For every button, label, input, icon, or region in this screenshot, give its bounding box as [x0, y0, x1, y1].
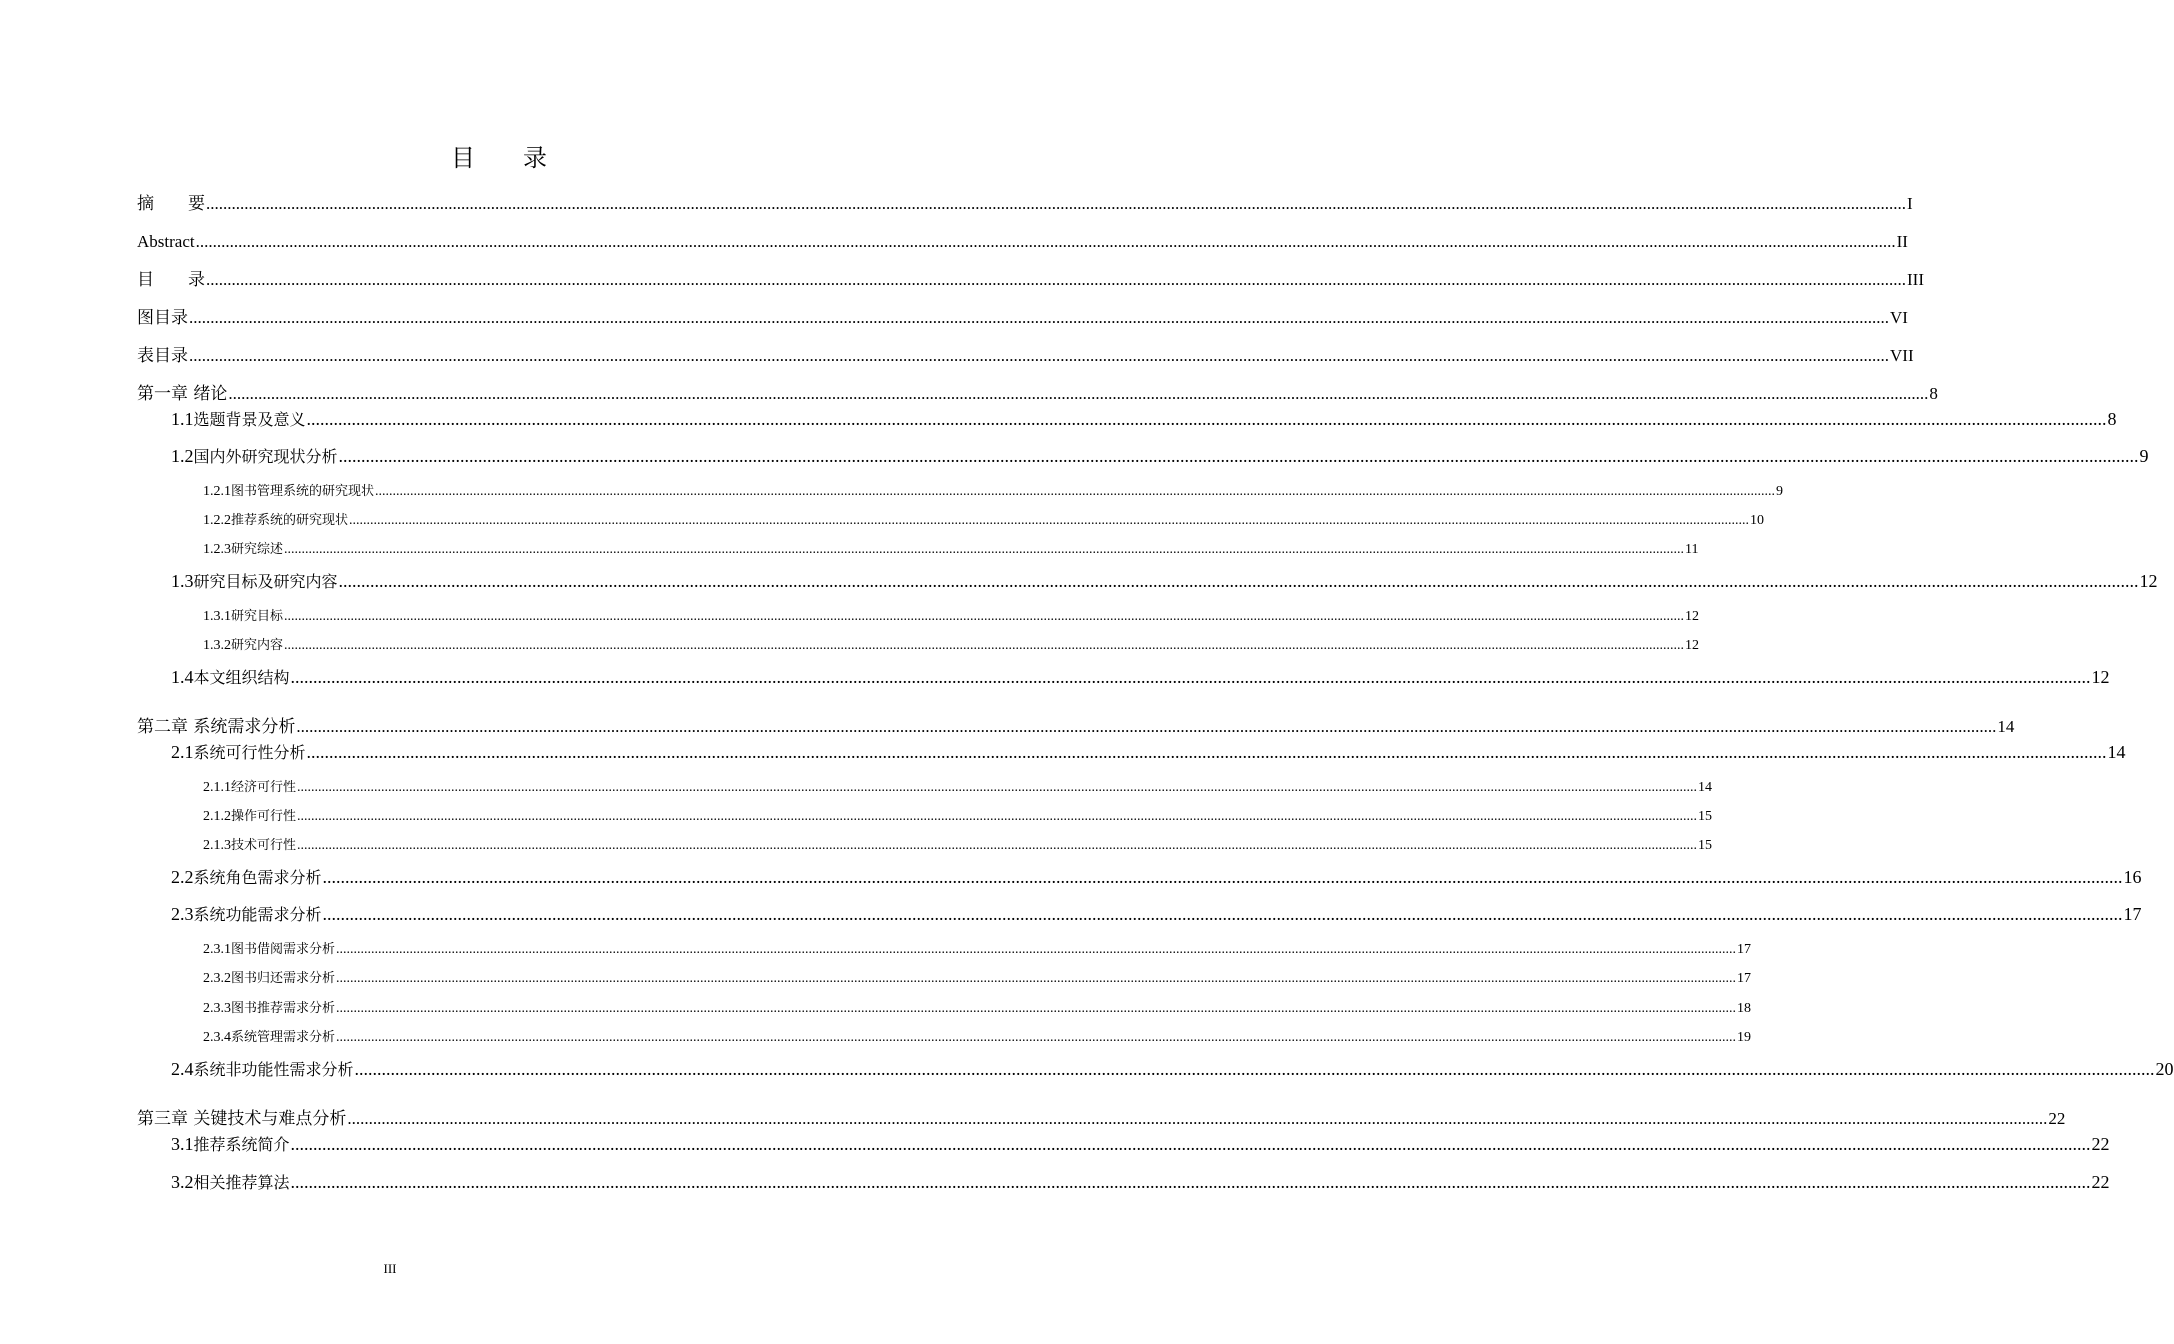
toc-entry-label: Abstract [137, 232, 195, 251]
toc-entry-2-1-1[interactable] [203, 780, 1713, 795]
toc-entry-number: 2.3.4 [203, 1030, 231, 1045]
toc-leader-dots: ................................................................................................................................................................................................................................................................................................................................................................................................................ [290, 667, 2091, 687]
toc-entry-number: 2.2 [171, 867, 194, 887]
toc-page-number: 14 [1997, 717, 2015, 736]
toc-page-number: 9 [2139, 446, 2149, 466]
toc-page-number: VI [1890, 308, 1908, 327]
toc-entry-1-1[interactable] [171, 409, 2117, 429]
toc-page-number: 16 [2123, 867, 2142, 887]
toc-entry-1-2[interactable] [171, 446, 2149, 466]
toc-leader-dots: ................................................................................................................................................................................................................................................................................................................................................................................................................ [195, 232, 1896, 251]
toc-entry-2-1-2[interactable] [203, 809, 1713, 824]
toc-leader-dots: ................................................................................................................................................................................................................................................................................................................................................................................................................ [347, 1109, 2048, 1128]
toc-entry-1-2-3[interactable] [203, 542, 1699, 557]
toc-entry-number: 2.1.3 [203, 838, 231, 853]
toc-entry-number: 2.1.2 [203, 809, 231, 824]
toc-entry-abstract-en[interactable] [137, 232, 1908, 251]
toc-leader-dots: ................................................................................................................................................................................................................................................................................................................................................................................................................ [336, 1030, 1737, 1045]
toc-entry-2-1[interactable] [171, 742, 2126, 762]
toc-entry-number: 1.2 [171, 446, 194, 466]
toc-entry-number: 1.3 [171, 571, 194, 591]
toc-leader-dots: ................................................................................................................................................................................................................................................................................................................................................................................................................ [189, 346, 1889, 365]
toc-entry-1-3[interactable] [171, 571, 2158, 591]
toc-leader-dots: ................................................................................................................................................................................................................................................................................................................................................................................................................ [290, 1134, 2091, 1154]
toc-leader-dots: ................................................................................................................................................................................................................................................................................................................................................................................................................ [206, 194, 1906, 213]
toc-leader-dots: ................................................................................................................................................................................................................................................................................................................................................................................................................ [297, 838, 1698, 853]
toc-page-number: 22 [2091, 1172, 2110, 1192]
toc-leader-dots: ................................................................................................................................................................................................................................................................................................................................................................................................................ [338, 446, 2139, 466]
toc-leader-dots: ................................................................................................................................................................................................................................................................................................................................................................................................................ [297, 809, 1698, 824]
toc-entry-chapter-2[interactable] [137, 717, 2015, 737]
toc-entry-label: 系统功能需求分析 [193, 905, 322, 924]
toc-entry-label: 国内外研究现状分析 [193, 447, 338, 466]
toc-page-number: 11 [1685, 542, 1699, 557]
toc-page-number: 12 [2139, 571, 2158, 591]
toc-leader-dots: ................................................................................................................................................................................................................................................................................................................................................................................................................ [228, 384, 1929, 403]
toc-leader-dots: ................................................................................................................................................................................................................................................................................................................................................................................................................ [322, 904, 2123, 924]
toc-page-number: 12 [1685, 638, 1700, 653]
toc-entry-label: 经济可行性 [231, 780, 297, 795]
toc-entry-number: 1.1 [171, 409, 194, 429]
toc-entry-label: 图书推荐需求分析 [231, 1001, 336, 1016]
toc-entry-label: 系统可行性分析 [193, 743, 306, 762]
toc-leader-dots: ................................................................................................................................................................................................................................................................................................................................................................................................................ [349, 513, 1750, 528]
toc-entry-1-3-2[interactable] [203, 638, 1700, 653]
toc-entry-number: 2.3 [171, 904, 194, 924]
toc-leader-dots: ................................................................................................................................................................................................................................................................................................................................................................................................................ [290, 1172, 2091, 1192]
toc-leader-dots: ................................................................................................................................................................................................................................................................................................................................................................................................................ [336, 1001, 1737, 1016]
toc-entry-chapter-1[interactable] [137, 384, 1938, 404]
toc-page-number: 17 [1737, 942, 1752, 957]
toc-page-number: 18 [1737, 1001, 1752, 1016]
toc-entry-1-2-1[interactable] [203, 484, 1784, 499]
toc-entry-label: 系统管理需求分析 [231, 1030, 336, 1045]
toc-leader-dots: ................................................................................................................................................................................................................................................................................................................................................................................................................ [189, 308, 1889, 327]
toc-page-number: 22 [2048, 1109, 2066, 1128]
toc-entry-label: 图目录 [137, 308, 188, 328]
toc-entry-label: 系统非功能性需求分析 [193, 1060, 354, 1079]
toc-entry-label: 第二章 系统需求分析 [137, 717, 296, 737]
toc-entry-1-3-1[interactable] [203, 609, 1700, 624]
toc-page-number: 20 [2155, 1059, 2174, 1079]
toc-page-number: 15 [1698, 838, 1713, 853]
toc-entry-number: 2.3.1 [203, 942, 231, 957]
toc-page-number: III [1907, 270, 1924, 289]
page-footer-number: III [383, 1261, 397, 1276]
toc-page-number: 15 [1698, 809, 1713, 824]
toc-entry-label: 第三章 关键技术与难点分析 [137, 1109, 347, 1129]
toc-leader-dots: ................................................................................................................................................................................................................................................................................................................................................................................................................ [322, 867, 2123, 887]
toc-page-number: 14 [1698, 780, 1713, 795]
toc-leader-dots: ................................................................................................................................................................................................................................................................................................................................................................................................................ [284, 542, 1685, 557]
toc-entry-2-3-3[interactable] [203, 1001, 1752, 1016]
toc-entry-number: 2.3.3 [203, 1001, 231, 1016]
toc-entry-number: 1.2.1 [203, 484, 231, 499]
toc-entry-label: 目 录 [137, 270, 205, 290]
toc-entry-figures[interactable] [137, 308, 1908, 328]
toc-page-number: 12 [1685, 609, 1700, 624]
page-title-char-2: 录 [523, 144, 547, 172]
toc-entry-2-3-4[interactable] [203, 1030, 1752, 1045]
toc-entry-label: 相关推荐算法 [193, 1173, 290, 1192]
toc-entry-label: 选题背景及意义 [193, 410, 306, 429]
toc-entry-3-2[interactable] [171, 1172, 2110, 1192]
toc-entry-label: 研究目标及研究内容 [193, 572, 338, 591]
toc-page-number: 10 [1750, 513, 1765, 528]
toc-leader-dots: ................................................................................................................................................................................................................................................................................................................................................................................................................ [284, 638, 1685, 653]
toc-entry-number: 1.2.2 [203, 513, 231, 528]
toc-entry-2-3[interactable] [171, 904, 2142, 924]
toc-entry-label: 推荐系统简介 [193, 1135, 290, 1154]
toc-entry-label: 图书借阅需求分析 [231, 942, 336, 957]
toc-entry-2-3-1[interactable] [203, 942, 1752, 957]
toc-entry-label: 表目录 [137, 346, 188, 366]
toc-leader-dots: ................................................................................................................................................................................................................................................................................................................................................................................................................ [306, 742, 2107, 762]
toc-page-number: 8 [2107, 409, 2117, 429]
toc-entry-number: 3.2 [171, 1172, 194, 1192]
toc-entry-label: 第一章 绪论 [137, 384, 228, 404]
toc-entry-number: 1.3.1 [203, 609, 231, 624]
toc-entry-2-4[interactable] [171, 1059, 2174, 1079]
toc-entry-2-2[interactable] [171, 867, 2142, 887]
toc-entry-2-3-2[interactable] [203, 971, 1752, 986]
toc-leader-dots: ................................................................................................................................................................................................................................................................................................................................................................................................................ [206, 270, 1906, 289]
toc-entry-label: 技术可行性 [231, 838, 297, 853]
toc-entry-contents[interactable] [137, 270, 1924, 290]
toc-entry-3-1[interactable] [171, 1134, 2110, 1154]
toc-entry-number: 2.4 [171, 1059, 194, 1079]
toc-page-number: 9 [1776, 484, 1784, 499]
toc-page-number: VII [1890, 346, 1914, 365]
toc-entry-number: 1.3.2 [203, 638, 231, 653]
toc-entry-tables[interactable] [137, 346, 1914, 366]
toc-entry-number: 2.3.2 [203, 971, 231, 986]
toc-entry-number: 2.1 [171, 742, 194, 762]
toc-page-number: 12 [2091, 667, 2110, 687]
toc-page-number: 17 [1737, 971, 1752, 986]
page-title-char-1: 目 [451, 144, 475, 172]
toc-entry-label: 研究内容 [231, 638, 284, 653]
toc-leader-dots: ................................................................................................................................................................................................................................................................................................................................................................................................................ [306, 409, 2107, 429]
toc-page-number: 14 [2107, 742, 2126, 762]
toc-entry-label: 本文组织结构 [193, 668, 290, 687]
toc-entry-1-2-2[interactable] [203, 513, 1765, 528]
toc-page-number: I [1907, 194, 1913, 213]
toc-leader-dots: ................................................................................................................................................................................................................................................................................................................................................................................................................ [354, 1059, 2155, 1079]
toc-entry-abstract-cn[interactable] [137, 194, 1913, 214]
toc-leader-dots: ................................................................................................................................................................................................................................................................................................................................................................................................................ [297, 780, 1698, 795]
toc-entry-number: 3.1 [171, 1134, 194, 1154]
toc-entry-label: 摘 要 [137, 194, 205, 214]
toc-leader-dots: ................................................................................................................................................................................................................................................................................................................................................................................................................ [336, 971, 1737, 986]
toc-entry-label: 操作可行性 [231, 809, 297, 824]
toc-leader-dots: ................................................................................................................................................................................................................................................................................................................................................................................................................ [338, 571, 2139, 591]
toc-page-number: 17 [2123, 904, 2142, 924]
toc-page-number: 19 [1737, 1030, 1752, 1045]
page-title [0, 138, 998, 173]
toc-entry-label: 图书管理系统的研究现状 [231, 484, 375, 499]
toc-entry-number: 1.4 [171, 667, 194, 687]
toc-entry-label: 推荐系统的研究现状 [231, 513, 349, 528]
toc-leader-dots: ................................................................................................................................................................................................................................................................................................................................................................................................................ [375, 484, 1776, 499]
toc-entry-label: 研究综述 [231, 542, 284, 557]
toc-entry-2-1-3[interactable] [203, 838, 1713, 853]
toc-leader-dots: ................................................................................................................................................................................................................................................................................................................................................................................................................ [336, 942, 1737, 957]
toc-page-number: 8 [1929, 384, 1938, 403]
toc-entry-chapter-3[interactable] [137, 1109, 2066, 1129]
toc-entry-number: 2.1.1 [203, 780, 231, 795]
toc-entry-label: 研究目标 [231, 609, 284, 624]
toc-entry-1-4[interactable] [171, 667, 2110, 687]
toc-entry-label: 图书归还需求分析 [231, 971, 336, 986]
toc-entry-number: 1.2.3 [203, 542, 231, 557]
toc-leader-dots: ................................................................................................................................................................................................................................................................................................................................................................................................................ [284, 609, 1685, 624]
toc-page-number: II [1896, 232, 1908, 251]
toc-leader-dots: ................................................................................................................................................................................................................................................................................................................................................................................................................ [296, 717, 1997, 736]
toc-entry-label: 系统角色需求分析 [193, 868, 322, 887]
toc-page-number: 22 [2091, 1134, 2110, 1154]
